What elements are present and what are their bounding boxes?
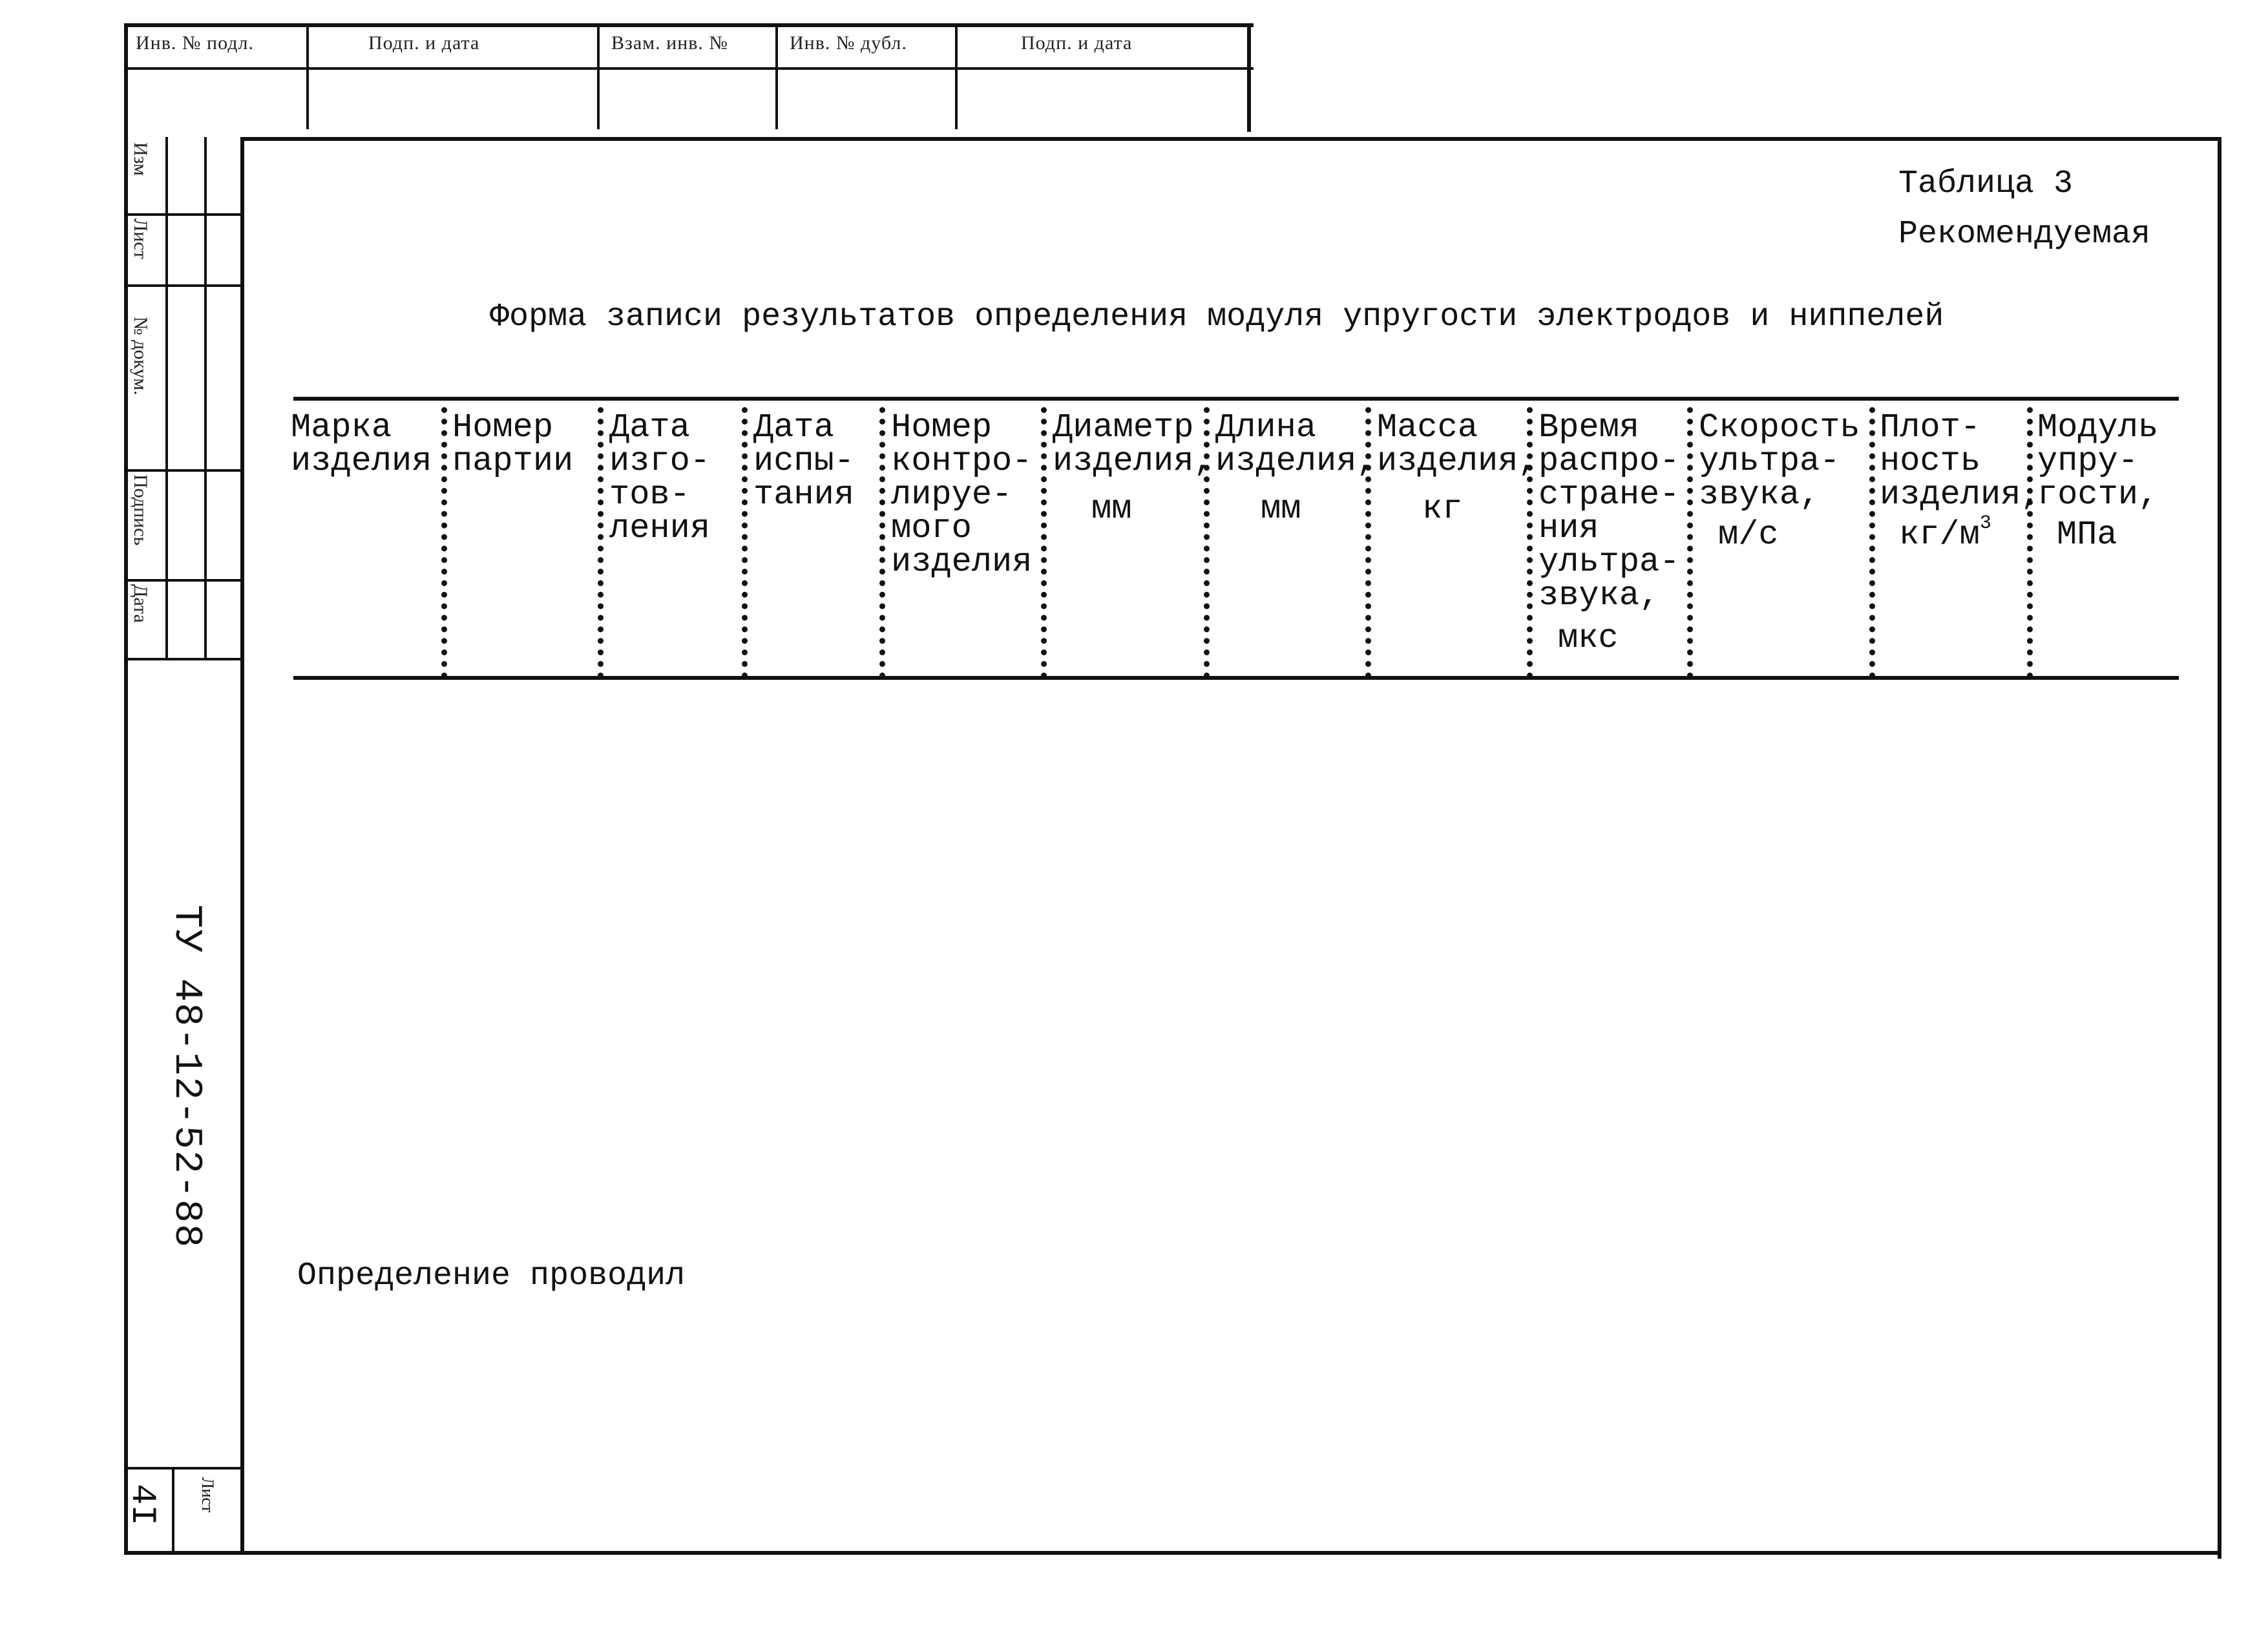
margin-label-sheet: Лист — [130, 218, 151, 259]
page-title: Форма записи результатов определения модуля упругости электродов и ниппелей — [490, 299, 1944, 335]
col-header-item-number: Номер контро- лируе- мого изделия — [891, 408, 1033, 581]
stamp-cell-inv-dup: Инв. № дубл. — [790, 32, 907, 54]
margin-label-signature: Подпись — [130, 474, 151, 546]
performed-by-label: Определение проводил — [297, 1258, 686, 1294]
col-header-elastic-modulus: Модуль упру- гости, МПа — [2037, 408, 2159, 554]
stamp-cell-sign-date: Подп. и дата — [368, 32, 480, 54]
col-header-test-date: Дата испы- тания — [753, 408, 855, 514]
col-header-propagation-time: Время распро- стране- ния ультра- звука, мкс — [1538, 408, 1680, 657]
col-header-diameter: Диаметр изделия, мм — [1053, 408, 1214, 528]
col-header-batch: Номер партии — [452, 408, 574, 480]
margin-label-date: Дата — [130, 584, 151, 623]
col-header-sound-speed: Скорость ультра- звука, м/с — [1699, 408, 1860, 554]
col-header-length: Длина изделия, мм — [1215, 408, 1377, 528]
margin-label-doc-no: № докум. — [130, 317, 151, 395]
col-header-mass: Масса изделия, кг — [1377, 408, 1538, 528]
document-code: ТУ 48-12-52-88 — [164, 905, 208, 1249]
table-status: Рекомендуемая — [1898, 216, 2151, 253]
col-header-density: Плот- ность изделия, $кг/м^3$ — [1880, 408, 2041, 554]
stamp-cell-replace-inv: Взам. инв. № — [611, 32, 729, 54]
table-number: Таблица 3 — [1898, 165, 2074, 202]
col-header-manufacture-date: Дата изго- тов- ления — [609, 408, 711, 547]
stamp-cell-inv-orig: Инв. № подл. — [136, 32, 254, 54]
sheet-label: Лист — [198, 1477, 217, 1513]
margin-label-change: Изм — [130, 142, 151, 176]
col-header-brand: Марка изделия — [291, 408, 432, 480]
stamp-cell-sign-date-2: Подп. и дата — [1021, 32, 1133, 54]
sheet-number: 4I — [122, 1484, 162, 1526]
